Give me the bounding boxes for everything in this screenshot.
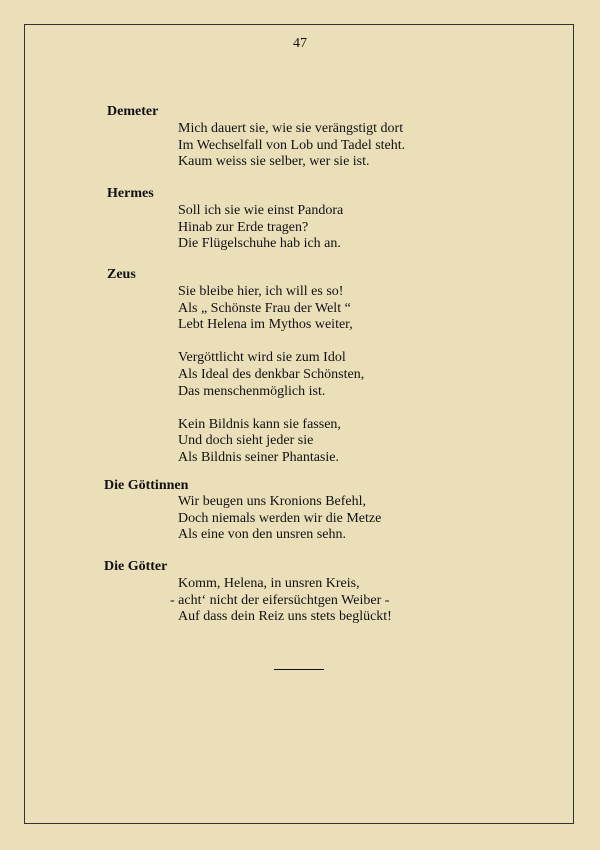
verse-line: Das menschenmöglich ist. <box>178 383 326 399</box>
verse-line: - acht‘ nicht der eifersüchtgen Weiber - <box>170 592 390 608</box>
verse-lines <box>170 576 392 626</box>
stanza-break <box>178 334 364 351</box>
verse-line: Mich dauert sie, wie sie verängstigt dort <box>178 121 404 136</box>
verse-line: Soll ich sie wie einst Pandora <box>178 203 344 218</box>
speaker-name: Demeter <box>107 104 159 119</box>
verse-line: Kein Bildnis kann sie fassen, <box>178 416 341 432</box>
verse-line: Als Bildnis seiner Phantasie. <box>178 449 339 465</box>
verse-line: Vergöttlicht wird sie zum Idol <box>178 350 346 366</box>
verse-line: Als Ideal des denkbar Schönsten, <box>178 366 365 382</box>
verse-line: Hinab zur Erde tragen? <box>178 219 309 235</box>
verse-line: Doch niemals werden wir die Metze <box>178 510 382 526</box>
speaker-name: Zeus <box>107 267 136 282</box>
verse-line: Wir beugen uns Kronions Befehl, <box>178 494 367 509</box>
verse-line: Sie bleibe hier, ich will es so! <box>178 284 344 299</box>
verse-lines <box>178 203 343 253</box>
verse-lines <box>178 494 381 544</box>
verse-lines <box>178 121 405 171</box>
verse-line: Im Wechselfall von Lob und Tadel steht. <box>178 137 406 153</box>
speaker-name: Die Götter <box>104 559 168 574</box>
verse-line: Auf dass dein Reiz uns stets beglückt! <box>178 609 392 625</box>
verse-line: Lebt Helena im Mythos weiter, <box>178 317 353 333</box>
verse-line: Als „ Schönste Frau der Welt “ <box>178 300 351 316</box>
speaker-name: Hermes <box>107 186 154 201</box>
verse-line: Als eine von den unsren sehn. <box>178 527 346 543</box>
page-number: 47 <box>293 36 307 51</box>
speaker-name: Die Göttinnen <box>104 478 189 493</box>
verse-line: Komm, Helena, in unsren Kreis, <box>178 576 360 591</box>
end-rule <box>274 669 324 670</box>
stanza-break <box>178 400 364 417</box>
verse-line: Und doch sieht jeder sie <box>178 433 314 449</box>
verse-lines <box>178 284 364 467</box>
verse-line: Kaum weiss sie selber, wer sie ist. <box>178 154 370 170</box>
verse-line: Die Flügelschuhe hab ich an. <box>178 236 341 252</box>
